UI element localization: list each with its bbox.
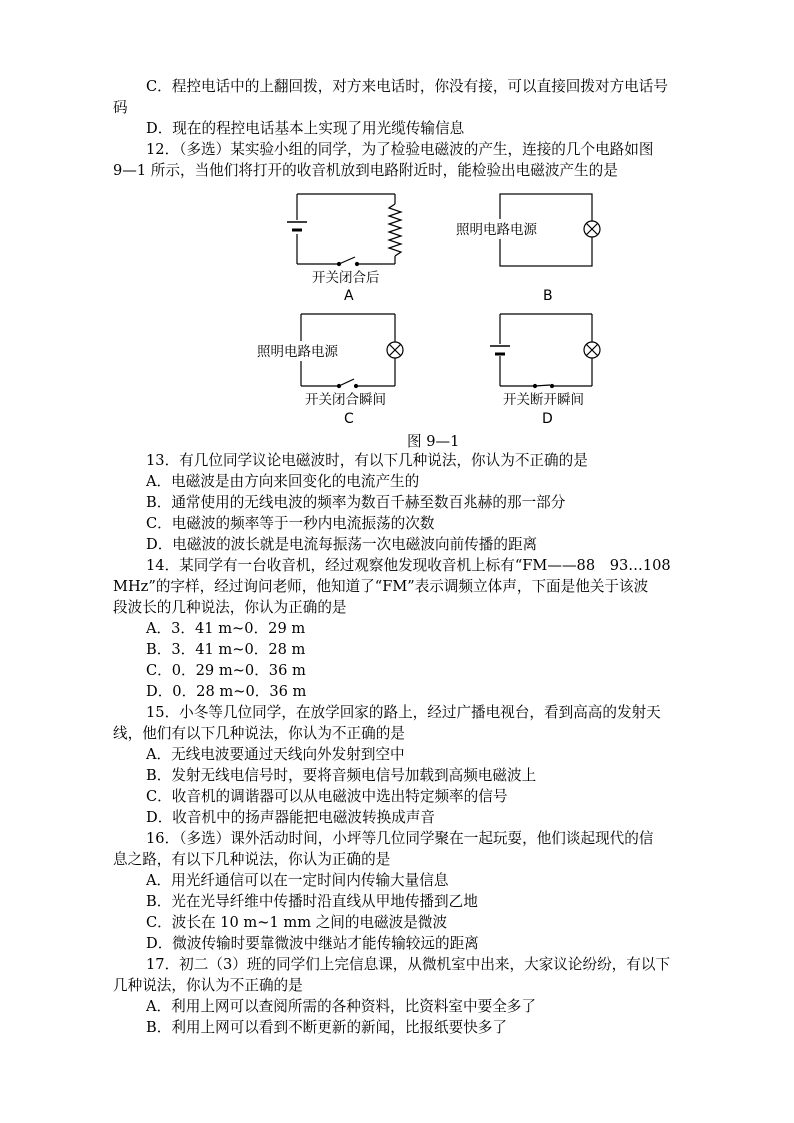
letter-a: A [344,288,354,304]
option-b-q17: B．利用上网可以看到不断更新的新闻，比报纸要快多了 [146,1019,507,1036]
question-15: 15．小冬等几位同学，在放学回家的路上，经过广播电视台，看到高高的发射天 [146,704,661,721]
circuit-diagrams [257,186,607,430]
question-12-cont: 9—1 所示，当他们将打开的收音机放到电路附近时，能检验出电磁波产生的是 [113,162,618,179]
circuit-d [490,314,600,388]
letter-b: B [543,288,553,304]
question-17: 17．初二（3）班的同学们上完信息课，从微机室中出来，大家议论纷纷，有以下 [146,956,671,973]
option-c-q14: C．0．29 m~0．36 m [146,662,306,679]
letter-d: D [542,411,553,427]
label-c-source: 照明电路电源 [257,344,338,360]
option-b-q16: B．光在光导纤维中传播时沿直线从甲地传播到乙地 [146,893,478,910]
option-c-q16: C．波长在 10 m~1 mm 之间的电磁波是微波 [146,914,448,931]
figure-caption: 图 9—1 [407,433,460,450]
option-c-q13: C．电磁波的频率等于一秒内电流振荡的次数 [146,515,435,532]
label-c-switch: 开关闭合瞬间 [305,392,386,408]
question-14-cont-1: MHz”的字样，经过询问老师，他知道了“FM”表示调频立体声，下面是他关于该波 [113,578,649,595]
label-a-switch: 开关闭合后 [312,270,380,286]
option-b-q15: B．发射无线电信号时，要将音频电信号加载到高频电磁波上 [146,767,537,784]
question-14-cont-2: 段波长的几种说法，你认为正确的是 [113,599,347,616]
circuit-a [287,194,401,266]
question-17-cont: 几种说法，你认为不正确的是 [113,977,303,994]
option-d-q11: D．现在的程控电话基本上实现了用光缆传输信息 [146,120,465,137]
question-14: 14．某同学有一台收音机，经过观察他发现收音机上标有“FM——88 93…108 [146,557,671,574]
option-d-q16: D．微波传输时要靠微波中继站才能传输较远的距离 [146,935,479,952]
option-c-q11: C．程控电话中的上翻回拨，对方来电话时，你没有接，可以直接回拨对方电话号 [146,78,668,95]
option-d-q14: D．0．28 m~0．36 m [146,683,307,700]
option-a-q17: A．利用上网可以查阅所需的各种资料，比资料室中要全多了 [146,998,536,1015]
question-15-cont: 线，他们有以下几种说法，你认为不正确的是 [113,725,405,742]
label-d-switch: 开关断开瞬间 [503,392,584,408]
option-b-q13: B．通常使用的无线电波的频率为数百千赫至数百兆赫的那一部分 [146,494,566,511]
option-a-q16: A．用光纤通信可以在一定时间内传输大量信息 [146,872,449,889]
option-a-q13: A．电磁波是由方向来回变化的电流产生的 [146,473,420,490]
option-a-q15: A．无线电波要通过天线向外发射到空中 [146,746,405,763]
question-13: 13．有几位同学议论电磁波时，有以下几种说法，你认为不正确的是 [146,452,588,469]
letter-c: C [344,411,354,427]
circuit-figure [257,186,607,430]
question-16: 16．（多选）课外活动时间，小坪等几位同学聚在一起玩耍，他们谈起现代的信 [146,830,654,847]
option-d-q13: D．电磁波的波长就是电流每振荡一次电磁波向前传播的距离 [146,536,538,553]
question-16-cont: 息之路，有以下几种说法，你认为正确的是 [113,851,391,868]
label-b-source: 照明电路电源 [456,222,537,238]
question-12: 12．（多选）某实验小组的同学，为了检验电磁波的产生，连接的几个电路如图 [146,141,654,158]
option-c-q15: C．收音机的调谐器可以从电磁波中选出特定频率的信号 [146,788,508,805]
option-b-q14: B．3．41 m~0．28 m [146,641,306,658]
option-c-q11-cont: 码 [113,99,128,116]
option-d-q15: D．收音机中的扬声器能把电磁波转换成声音 [146,809,435,826]
option-a-q14: A．3．41 m~0．29 m [146,620,306,637]
